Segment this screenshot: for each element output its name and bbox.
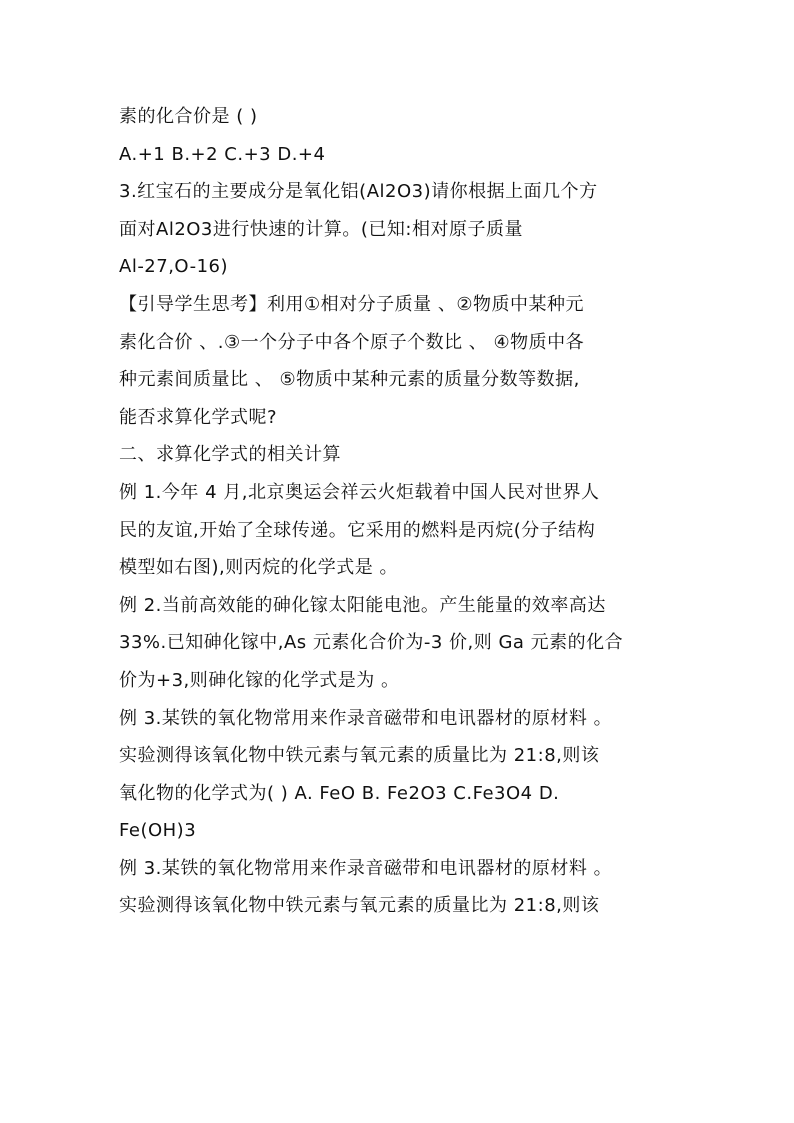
text-line: 素化合价 、.③一个分子中各个原子个数比 、 ④物质中各 [119,331,585,353]
text-line: 民的友谊,开始了全球传递。它采用的燃料是丙烷(分子结构 [119,519,596,541]
text-line: 能否求算化学式呢? [119,406,278,428]
text-line: 价为+3,则砷化镓的化学式是为 。 [119,669,400,691]
text-line: 例 3.某铁的氧化物常用来作录音磁带和电讯器材的原材料 。 [119,857,613,879]
text-line: 【引导学生思考】利用①相对分子质量 、②物质中某种元 [119,293,584,315]
text-line: 种元素间质量比 、 ⑤物质中某种元素的质量分数等数据, [119,369,580,391]
text-line: 例 1.今年 4 月,北京奥运会祥云火炬载着中国人民对世界人 [119,481,600,503]
text-line: 模型如右图),则丙烷的化学式是 。 [119,557,398,579]
section-heading: 二、求算化学式的相关计算 [119,444,341,466]
text-line: 素的化合价是 ( ) [119,106,258,127]
text-line: 面对Al2O3进行快速的计算。(已知:相对原子质量 [119,218,523,240]
text-line: Fe(OH)3 [119,820,197,842]
document-body [119,98,679,925]
text-line: 3.红宝石的主要成分是氧化铝(Al2O3)请你根据上面几个方 [119,181,598,203]
text-line: A.+1 B.+2 C.+3 D.+4 [119,143,326,165]
text-line: 实验测得该氧化物中铁元素与氧元素的质量比为 21:8,则该 [119,745,600,767]
text-line: 33%.已知砷化镓中,As 元素化合价为-3 价,则 Ga 元素的化合 [119,632,624,654]
text-line: Al-27,O-16) [119,256,229,278]
text-line: 实验测得该氧化物中铁元素与氧元素的质量比为 21:8,则该 [119,895,600,917]
text-line: 氧化物的化学式为( ) A. FeO B. Fe2O3 C.Fe3O4 D. [119,782,560,804]
text-line: 例 2.当前高效能的砷化镓太阳能电池。产生能量的效率高达 [119,594,606,616]
text-line: 例 3.某铁的氧化物常用来作录音磁带和电讯器材的原材料 。 [119,707,613,729]
